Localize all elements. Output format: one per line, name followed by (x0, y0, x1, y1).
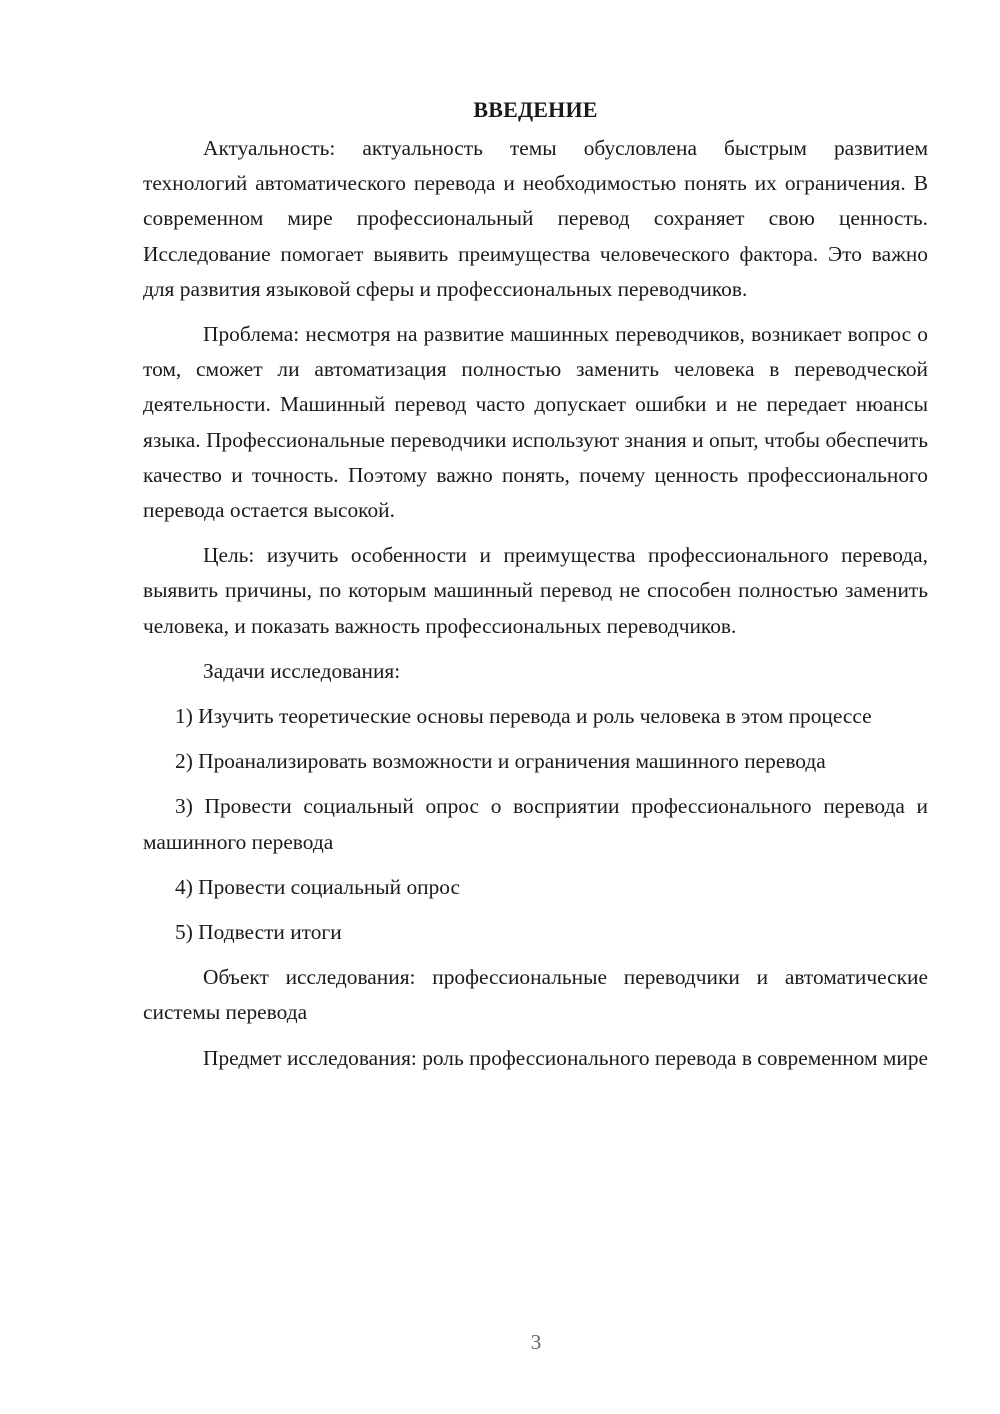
paragraph-subject: Предмет исследования: роль профессионального перевода в современном мире (203, 1045, 929, 1070)
section-title: ВВЕДЕНИЕ (473, 97, 598, 122)
paragraph-relevance: Актуальность: актуальность темы обусловлена быстрым развитием технологий автоматического перевода и необходимостью понять их ограничения. В современном мире профессиональный перевод сохраняет свою ценность. Исследование помогает выявить преимущества человеческого фактора. Это важно для развития языковой сферы и профессиональных переводчиков. (143, 136, 928, 301)
task-item-4: 4) Провести социальный опрос (175, 874, 461, 899)
page-number: 3 (530, 1330, 542, 1354)
task-item-2: 2) Проанализировать возможности и ограничения машинного перевода (175, 749, 826, 774)
task-item-5: 5) Подвести итоги (175, 920, 342, 945)
page-content (143, 92, 928, 1086)
paragraph-tasks-heading: Задачи исследования: (203, 658, 401, 683)
task-item-1: 1) Изучить теоретические основы перевода и роль человека в этом процессе (175, 704, 872, 729)
paragraph-object: Объект исследования: профессиональные переводчики и автоматические системы перевода (143, 965, 928, 1025)
task-item-3: 3) Провести социальный опрос о восприятии профессионального перевода и машинного перевода (143, 794, 928, 854)
paragraph-goal: Цель: изучить особенности и преимущества профессионального перевода, выявить причины, по которым машинный перевод не способен полностью заменить человека, и показать важность профессиональных переводчиков. (143, 543, 928, 638)
paragraph-problem: Проблема: несмотря на развитие машинных переводчиков, возникает вопрос о том, сможет ли автоматизация полностью заменить человека в переводческой деятельности. Машинный перевод часто допускает ошибки и не передает нюансы языка. Профессиональные переводчики используют знания и опыт, чтобы обеспечить качество и точность. Поэтому важно понять, почему ценность профессионального перевода остается высокой. (143, 322, 928, 523)
